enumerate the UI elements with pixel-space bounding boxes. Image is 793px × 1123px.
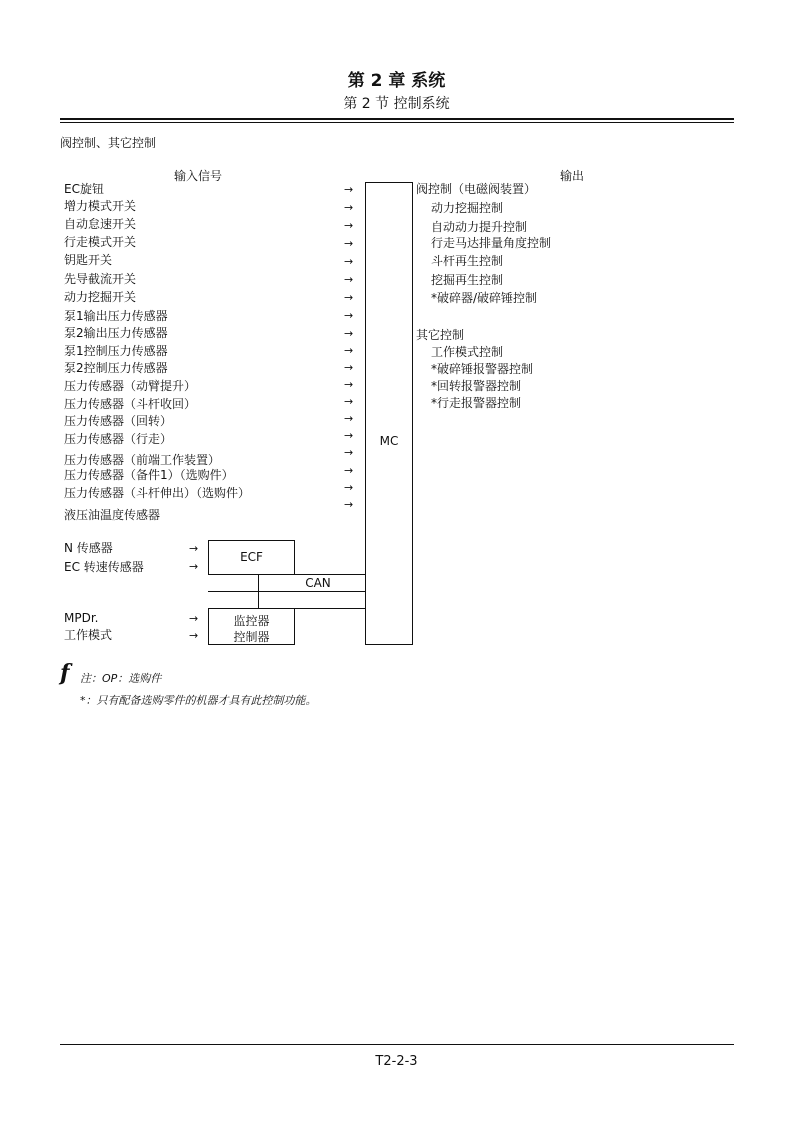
arrow-icon: → (344, 344, 354, 357)
output-item: *回转报警器控制 (431, 379, 522, 393)
input-item: 压力传感器（回转） (64, 414, 173, 428)
valve-control-title: 阀控制（电磁阀装置） (416, 182, 537, 196)
input-item: 液压油温度传感器 (64, 508, 161, 522)
chapter-title: 第 2 章 系统 (347, 71, 446, 91)
arrow-icon: → (344, 255, 354, 268)
arrow-icon: → (344, 446, 354, 459)
arrow-icon: → (344, 219, 354, 232)
arrow-icon: → (344, 309, 354, 322)
input-item: 泵2输出压力传感器 (64, 326, 168, 340)
input-item: 泵1输出压力传感器 (64, 309, 168, 323)
arrow-icon: → (189, 542, 199, 555)
arrow-icon: → (344, 273, 354, 286)
arrow-icon: → (344, 361, 354, 374)
input-item: 钥匙开关 (64, 253, 113, 267)
can-line-middle (208, 591, 365, 592)
arrow-icon: → (344, 498, 354, 511)
can-line-top (208, 574, 365, 575)
header-rule-thin (60, 122, 734, 123)
note-line1: 注：OP：选购件 (80, 672, 162, 685)
input-item: 压力传感器（斗杆伸出）（选购件） (64, 486, 251, 500)
input-item: 压力传感器（动臂提升） (64, 379, 197, 393)
arrow-icon: → (344, 429, 354, 442)
input-item: 压力传感器（行走） (64, 432, 173, 446)
arrow-icon: → (189, 560, 199, 573)
input-item: 压力传感器（斗杆收回） (64, 397, 197, 411)
arrow-icon: → (344, 183, 354, 196)
monitor-label-line1: 监控器 (233, 614, 270, 628)
output-item: 斗杆再生控制 (431, 254, 504, 268)
input-item: 先导截流开关 (64, 272, 137, 286)
output-item: 行走马达排量角度控制 (431, 236, 552, 250)
ecf-label: ECF (240, 550, 263, 564)
input-item: 压力传感器（前端工作装置） (64, 453, 221, 467)
arrow-icon: → (344, 327, 354, 340)
mc-box (365, 182, 413, 645)
output-item: 挖掘再生控制 (431, 273, 504, 287)
output-item: 动力挖掘控制 (431, 201, 504, 215)
arrow-icon: → (344, 201, 354, 214)
input-item: 压力传感器（备件1）（选购件） (64, 468, 234, 482)
header-rule-thick (60, 118, 734, 120)
input-item: 动力挖掘开关 (64, 290, 137, 304)
page-number: T2-2-3 (375, 1054, 418, 1069)
monitor-input-item: MPDr. (64, 611, 99, 625)
other-control-title: 其它控制 (416, 328, 465, 342)
arrow-icon: → (344, 291, 354, 304)
input-item: 行走模式开关 (64, 235, 137, 249)
input-item: 泵2控制压力传感器 (64, 361, 168, 375)
arrow-icon: → (189, 629, 199, 642)
ecf-input-item: N 传感器 (64, 541, 113, 555)
input-item: 自动怠速开关 (64, 217, 137, 231)
output-item: 工作模式控制 (431, 345, 504, 359)
output-header: 输出 (560, 169, 585, 183)
input-item: EC旋钮 (64, 182, 104, 196)
input-item: 增力模式开关 (64, 199, 137, 213)
arrow-icon: → (344, 464, 354, 477)
monitor-input-item: 工作模式 (64, 628, 113, 642)
can-link-vertical (258, 574, 259, 608)
arrow-icon: → (344, 481, 354, 494)
arrow-icon: → (344, 412, 354, 425)
output-item: *行走报警器控制 (431, 396, 522, 410)
monitor-label-line2: 控制器 (233, 630, 270, 644)
note-line2: *：只有配备选购零件的机器才具有此控制功能。 (80, 694, 317, 707)
section-title: 第 2 节 控制系统 (343, 96, 450, 112)
can-label: CAN (305, 576, 331, 590)
input-header: 输入信号 (174, 169, 223, 183)
footer-rule (60, 1044, 734, 1045)
note-icon: f (60, 660, 70, 686)
arrow-icon: → (189, 612, 199, 625)
arrow-icon: → (344, 395, 354, 408)
input-item: 泵1控制压力传感器 (64, 344, 168, 358)
arrow-icon: → (344, 378, 354, 391)
output-item: *破碎锤报警器控制 (431, 362, 534, 376)
output-item: *破碎器/破碎锤控制 (431, 291, 538, 305)
arrow-icon: → (344, 237, 354, 250)
mc-label: MC (379, 434, 399, 448)
output-item: 自动动力提升控制 (431, 220, 528, 234)
ecf-input-item: EC 转速传感器 (64, 560, 144, 574)
subtitle: 阀控制、其它控制 (60, 136, 157, 150)
